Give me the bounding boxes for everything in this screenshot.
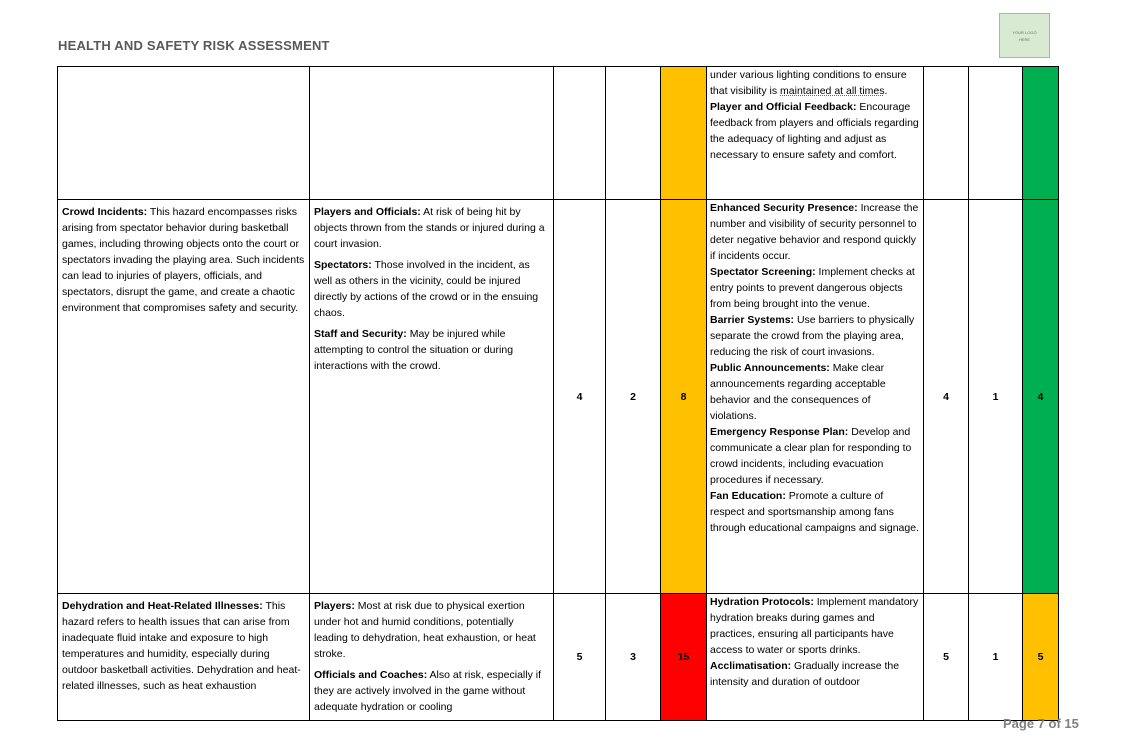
hazard-description: Crowd Incidents: This hazard encompasses risks arising from spectator behavior during basketball games, including throwing objects onto the court or spectators invading the playing area. Such incidents can lead to injuries of players, officials, and spectators, disrupt the game, and create a chaotic environment that compromises safety and security. [62,206,305,314]
residual-risk-rating-cell [1023,67,1059,200]
hazard-cell [58,594,310,721]
persons-at-risk-cell [310,594,554,721]
control-measure: Spectator Screening: Implement checks at entry points to prevent dangerous objects from being brought into the venue. [710,266,915,310]
control-measure-continued: under various lighting conditions to ensure that visibility is maintained at all times. [710,69,907,97]
control-measure: Public Announcements: Make clear announcements regarding acceptable behavior and the consequences of violations. [710,362,886,422]
residual-severity-cell: 1 [969,594,1023,721]
hazard-cell [58,67,310,200]
document-title: HEALTH AND SAFETY RISK ASSESSMENT [58,38,330,53]
person-at-risk: Spectators: Those involved in the incident, as well as others in the vicinity, could be injured directly by actions of the crowd or in the ensuing chaos. [314,259,539,319]
residual-severity-cell: 1 [969,200,1023,594]
initial-likelihood-cell [554,67,606,200]
initial-risk-rating-cell [661,67,707,200]
control-measure: Enhanced Security Presence: Increase the number and visibility of security personnel to deter negative behavior and respond quickly if incidents occur. [710,202,919,262]
control-measure: Fan Education: Promote a culture of respect and sportsmanship among fans through educational campaigns and signage. [710,490,919,534]
persons-at-risk-cell [310,67,554,200]
residual-likelihood-cell: 4 [924,200,969,594]
residual-risk-rating-cell: 4 [1023,200,1059,594]
table-row [58,67,1059,200]
control-measures-cell [707,594,924,721]
initial-severity-cell [606,67,661,200]
initial-risk-rating-cell: 8 [661,200,707,594]
person-at-risk: Officials and Coaches: Also at risk, especially if they are actively involved in the game without adequate hydration or cooling [314,669,541,713]
table-row [58,200,1059,594]
control-measure: Barrier Systems: Use barriers to physically separate the crowd from the playing area, reducing the risk of court invasions. [710,314,915,358]
control-measure: Hydration Protocols: Implement mandatory hydration breaks during games and practices, ensuring all participants have access to water or sports drinks. [710,596,919,656]
initial-risk-rating-cell: 15 [661,594,707,721]
initial-likelihood-cell: 5 [554,594,606,721]
control-measures-cell [707,200,924,594]
residual-likelihood-cell [924,67,969,200]
logo-placeholder [999,13,1050,58]
logo-text-line1: YOUR LOGO [1012,29,1037,35]
person-at-risk: Players and Officials: At risk of being hit by objects thrown from the stands or injured during a court invasion. [314,206,545,250]
hazard-cell [58,200,310,594]
residual-severity-cell [969,67,1023,200]
control-measures-cell [707,67,924,200]
control-measure: Emergency Response Plan: Develop and communicate a clear plan for responding to crowd incidents, including evacuation procedures if necessary. [710,426,912,486]
logo-text-line2: HERE [1018,36,1031,42]
hazard-description: Dehydration and Heat-Related Illnesses: This hazard refers to health issues that can arise from inadequate fluid intake and exposure to high temperatures and humidity, especially during outdoor basketball activities. Dehydration and heat-related illnesses, such as heat exhaustion [62,600,301,692]
person-at-risk: Players: Most at risk due to physical exertion under hot and humid conditions, potentially leading to dehydration, heat exhaustion, or heat stroke. [314,600,536,660]
initial-likelihood-cell: 4 [554,200,606,594]
initial-severity-cell: 3 [606,594,661,721]
risk-assessment-table [57,66,1059,721]
residual-risk-rating-cell: 5 [1023,594,1059,721]
residual-likelihood-cell: 5 [924,594,969,721]
persons-at-risk-cell [310,200,554,594]
spellcheck-underlined-text: maintained at all times [780,85,885,97]
control-measure: Acclimatisation: Gradually increase the intensity and duration of outdoor [710,660,900,688]
table-row [58,594,1059,721]
page-number: Page 7 of 15 [1003,716,1079,731]
control-measure: Player and Official Feedback: Encourage feedback from players and officials regarding the adequacy of lighting and adjust as necessary to ensure safety and comfort. [710,101,919,161]
initial-severity-cell: 2 [606,200,661,594]
person-at-risk: Staff and Security: May be injured while attempting to control the situation or during interactions with the crowd. [314,328,514,372]
